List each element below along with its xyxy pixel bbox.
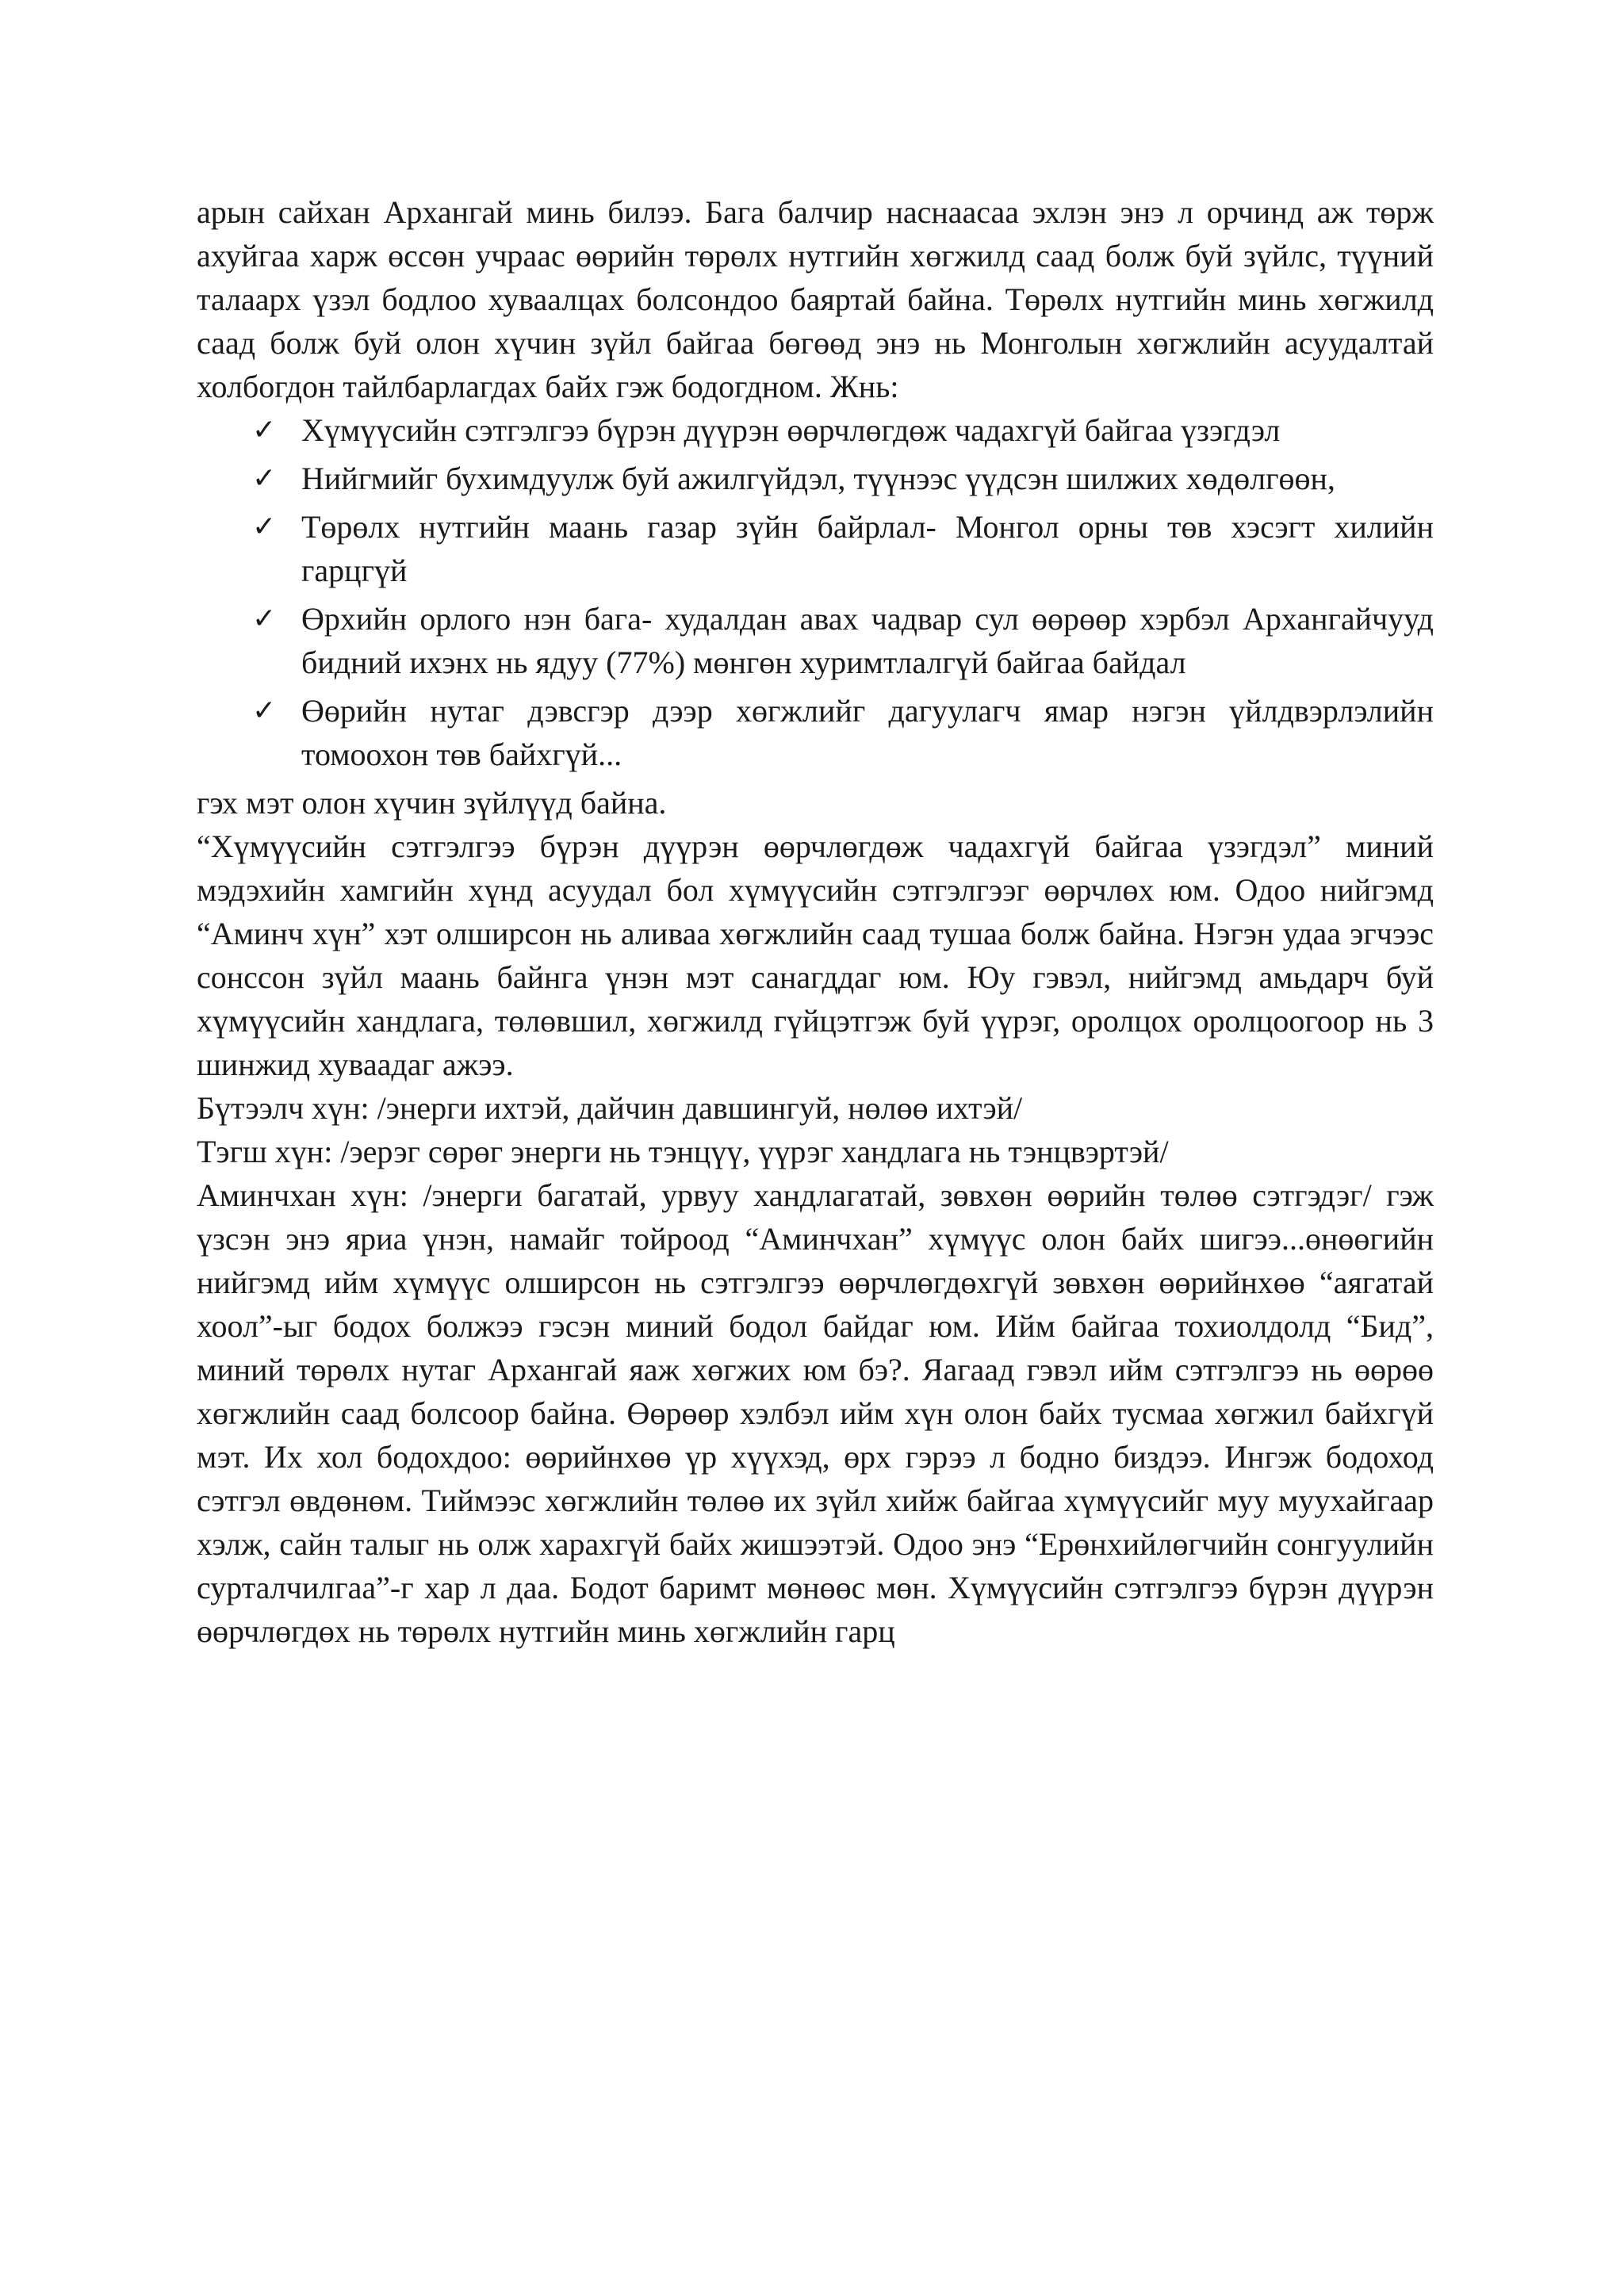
creative-person-definition: Бүтээлч хүн: /энерги ихтэй, дайчин давшингуй, нөлөө ихтэй/ <box>197 1090 1023 1126</box>
list-item-text: Хүмүүсийн сэтгэлгээ бүрэн дүүрэн өөрчлөгдөж чадахгүй байгаа үзэгдэл <box>301 412 1281 448</box>
checkmark-icon: ✓ <box>252 414 277 446</box>
checkmark-icon: ✓ <box>252 511 277 543</box>
balanced-person-definition: Тэгш хүн: /эерэг сөрөг энерги нь тэнцүү, үүрэг хандлага нь тэнцвэртэй/ <box>197 1134 1169 1169</box>
list-item-text: Өрхийн орлого нэн бага- худалдан авах чадвар сул өөрөөр хэрбэл Архангайчууд бидний ихэнх нь ядуу (77%) мөнгөн хуримтлалгүй байгаа байдал <box>301 601 1434 680</box>
second-paragraph: “Хүмүүсийн сэтгэлгээ бүрэн дүүрэн өөрчлөгдөж чадахгүй байгаа үзэгдэл” миний мэдэхийн хамгийн хүнд асуудал бол хүмүүсийн сэтгэлгээг өөрчлөх юм. Одоо нийгэмд “Аминч хүн” хэт олширсон нь аливаа хөгжлийн саад тушаа болж байна. Нэгэн удаа эгчээс сонссон зүйл маань байнга үнэн мэт санагддаг юм. Юу гэвэл, нийгэмд амьдарч буй хүмүүсийн хандлага, төлөвшил, хөгжилд гүйцэтгэж буй үүрэг, оролцох оролцоогоор нь 3 шинжид хуваадаг ажээ. <box>197 828 1434 1082</box>
list-item-text: Өөрийн нутаг дэвсгэр дээр хөгжлийг дагуулагч ямар нэгэн үйлдвэрлэлийн томоохон төв байхгүй... <box>301 693 1434 772</box>
list-item <box>197 689 1434 776</box>
checkmark-icon: ✓ <box>252 695 277 727</box>
after-list-text: гэх мэт олон хүчин зүйлүүд байна. <box>197 785 667 821</box>
third-paragraph: Аминчхан хүн: /энерги багатай, урвуу хандлагатай, зөвхөн өөрийн төлөө сэтгэдэг/ гэж үзсэн энэ яриа үнэн, намайг тойроод “Аминчхан” хүмүүс олон байх шигээ...өнөөгийн нийгэмд ийм хүмүүс олширсон нь сэтгэлгээ өөрчлөгдөхгүй зөвхөн өөрийнхөө “аягатай хоол”-ыг бодох болжээ гэсэн миний бодол байдаг юм. Ийм байгаа тохиолдолд “Бид”, миний төрөлх нутаг Архангай яаж хөгжих юм бэ?. Яагаад гэвэл ийм сэтгэлгээ нь өөрөө хөгжлийн саад болсоор байна. Өөрөөр хэлбэл ийм хүн олон байх тусмаа хөгжил байхгүй мэт. Их хол бодохдоо: өөрийнхөө үр хүүхэд, өрх гэрээ л бодно биздээ. Ингэж бодоход сэтгэл өвдөнөм. Тиймээс хөгжлийн төлөө их зүйл хийж байгаа хүмүүсийг муу муухайгаар хэлж, сайн талыг нь олж харахгүй байх жишээтэй. Одоо энэ “Ерөнхийлөгчийн сонгуулийн сурталчилгаа”-г хар л даа. Бодот баримт мөнөөс мөн. Хүмүүсийн сэтгэлгээ бүрэн дүүрэн өөрчлөгдөх нь төрөлх нутгийн минь хөгжлийн гарц <box>197 1177 1434 1649</box>
list-item <box>197 505 1434 592</box>
checkmark-icon: ✓ <box>252 462 277 495</box>
list-item-text: Төрөлх нутгийн маань газар зүйн байрлал- Монгол орны төв хэсэгт хилийн гарцгүй <box>301 509 1434 588</box>
list-item <box>197 408 1434 452</box>
document-page <box>197 190 1434 1653</box>
factor-list <box>197 408 1434 776</box>
list-item <box>197 597 1434 684</box>
checkmark-icon: ✓ <box>252 603 277 635</box>
intro-paragraph: арын сайхан Архангай минь билээ. Бага балчир наснаасаа эхлэн энэ л орчинд аж төрж ахуйгаа харж өссөн учраас өөрийн төрөлх нутгийн хөгжилд саад болж буй зүйлс, түүний талаарх үзэл бодлоо хуваалцах болсондоо баяртай байна. Төрөлх нутгийн минь хөгжилд саад болж буй олон хүчин зүйл байгаа бөгөөд энэ нь Монголын хөгжлийн асуудалтай холбогдон тайлбарлагдах байх гэж бодогдном. Жнь: <box>197 194 1434 404</box>
list-item <box>197 457 1434 500</box>
list-item-text: Нийгмийг бухимдуулж буй ажилгүйдэл, түүнээс үүдсэн шилжих хөдөлгөөн, <box>301 461 1335 496</box>
